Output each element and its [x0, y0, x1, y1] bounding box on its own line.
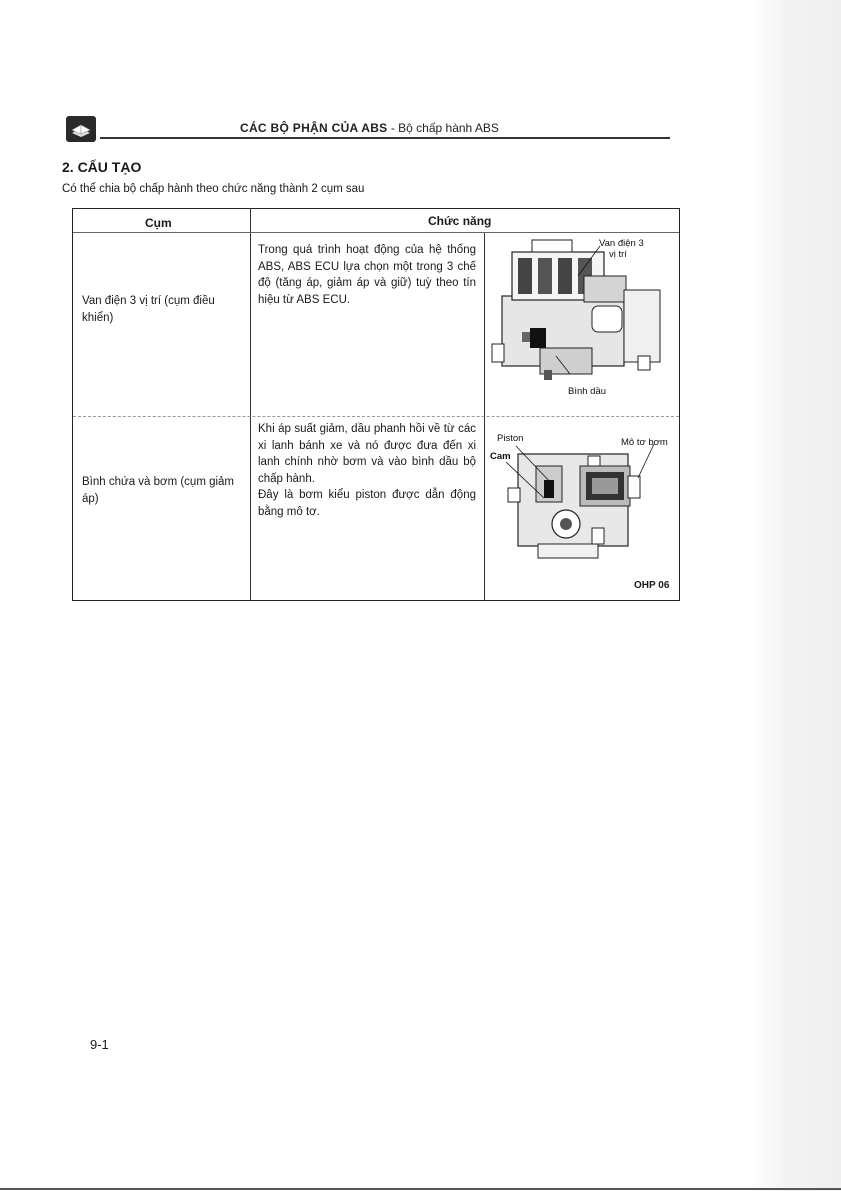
row2-unit: Bình chứa và bơm (cụm giảm áp) — [82, 476, 235, 505]
figure-code: OHP 06 — [634, 580, 670, 591]
book-icon — [66, 116, 96, 142]
header-title-main: CÁC BỘ PHẬN CỦA ABS — [240, 121, 388, 135]
label-reservoir: Bình dầu — [568, 386, 607, 397]
label-solenoid-valve: Van điện 3 vị trí — [599, 238, 644, 260]
header-title-separator: - — [387, 121, 399, 135]
label-pump-motor: Mô tơ bơm — [621, 437, 668, 448]
table-header-function: Chức năng — [428, 214, 492, 228]
label-piston: Piston — [497, 433, 524, 444]
scan-bottom-edge — [0, 1188, 841, 1190]
table-header-unit: Cụm — [145, 216, 172, 230]
label-cam: Cam — [490, 451, 511, 462]
page-header-title — [240, 121, 499, 135]
table-column-divider — [250, 208, 251, 601]
page-number: 9-1 — [90, 1037, 109, 1052]
pump-illustration — [488, 432, 678, 582]
table-header-divider — [73, 232, 679, 233]
header-title-sub: Bộ chấp hành ABS — [398, 121, 499, 135]
row1-function: Trong quá trình hoạt động của hệ thống ABS, ABS ECU lựa chọn một trong 3 chế độ (tăng áp, giảm áp và giữ) tuỳ theo tín hiệu từ ABS ECU. — [258, 244, 476, 306]
section-heading: 2. CẤU TẠO — [62, 159, 142, 175]
table-row-divider — [73, 416, 679, 417]
row2-function: Khi áp suất giảm, dầu phanh hồi về từ các xi lanh bánh xe và nó được đưa đến xi lanh chính nhờ bơm và vào bình dầu bộ chấp hành. — [258, 423, 476, 485]
header-rule — [100, 137, 670, 139]
page-margin-shade — [751, 0, 841, 1191]
row1-unit: Van điện 3 vị trí (cụm điều khiển) — [82, 295, 215, 324]
row2-function-2: Đây là bơm kiểu piston được dẫn động bằng mô tơ. — [258, 489, 476, 518]
intro-text: Có thể chia bộ chấp hành theo chức năng thành 2 cụm sau — [62, 183, 365, 195]
